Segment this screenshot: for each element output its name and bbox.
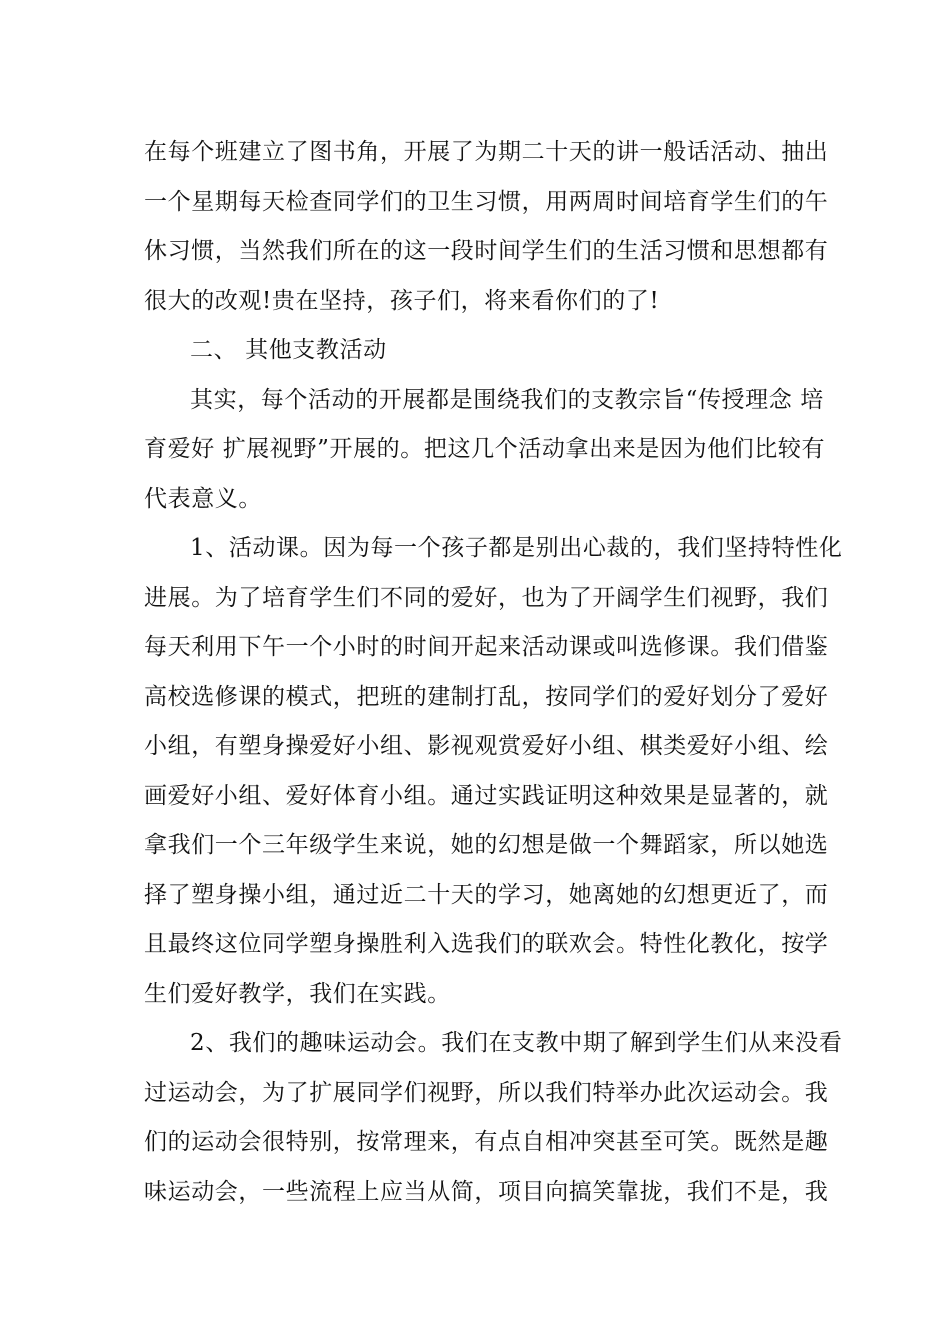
text-line: 拿我们一个三年级学生来说，她的幻想是做一个舞蹈家，所以她选 [144,832,829,858]
section-heading: 二、 其他支教活动 [190,337,387,363]
text-line: 其实，每个活动的开展都是围绕我们的支教宗旨“传授理念 培 [190,386,824,413]
text-line: 1、活动课。因为每一个孩子都是别出心裁的，我们坚持特性化 [190,535,843,561]
text-line: 很大的改观!贵在坚持，孩子们，将来看你们的了! [144,287,660,314]
text-line: 2、我们的趣味运动会。我们在支教中期了解到学生们从来没看 [190,1030,843,1056]
text-line: 代表意义。 [144,485,262,512]
text-line: 每天利用下午一个小时的时间开起来活动课或叫选修课。我们借鉴 [144,634,829,660]
text-line: 高校选修课的模式，把班的建制打乱，按同学们的爱好划分了爱好 [144,683,829,710]
text-line: 一个星期每天检查同学们的卫生习惯，用两周时间培育学生们的午 [144,188,829,215]
document-body [144,128,843,1217]
text-line: 择了塑身操小组，通过近二十天的学习，她离她的幻想更近了，而 [144,881,829,908]
text-line: 育爱好 扩展视野”开展的。把这几个活动拿出来是因为他们比较有 [144,436,826,462]
text-line: 小组，有塑身操爱好小组、影视观赏爱好小组、棋类爱好小组、绘 [144,733,829,759]
text-line: 且最终这位同学塑身操胜利入选我们的联欢会。特性化教化，按学 [144,931,829,957]
text-line: 们的运动会很特别，按常理来，有点自相冲突甚至可笑。既然是趣 [144,1129,829,1155]
text-line: 生们爱好教学，我们在实践。 [144,980,451,1007]
text-line: 味运动会，一些流程上应当从简，项目向搞笑靠拢，我们不是，我 [144,1178,829,1205]
text-line: 进展。为了培育学生们不同的爱好，也为了开阔学生们视野，我们 [144,584,829,611]
text-line: 在每个班建立了图书角，开展了为期二十天的讲一般话活动、抽出 [144,139,829,165]
text-line: 画爱好小组、爱好体育小组。通过实践证明这种效果是显著的，就 [144,782,829,809]
text-line: 过运动会，为了扩展同学们视野，所以我们特举办此次运动会。我 [144,1079,829,1106]
text-line: 休习惯，当然我们所在的这一段时间学生们的生活习惯和思想都有 [144,238,829,264]
